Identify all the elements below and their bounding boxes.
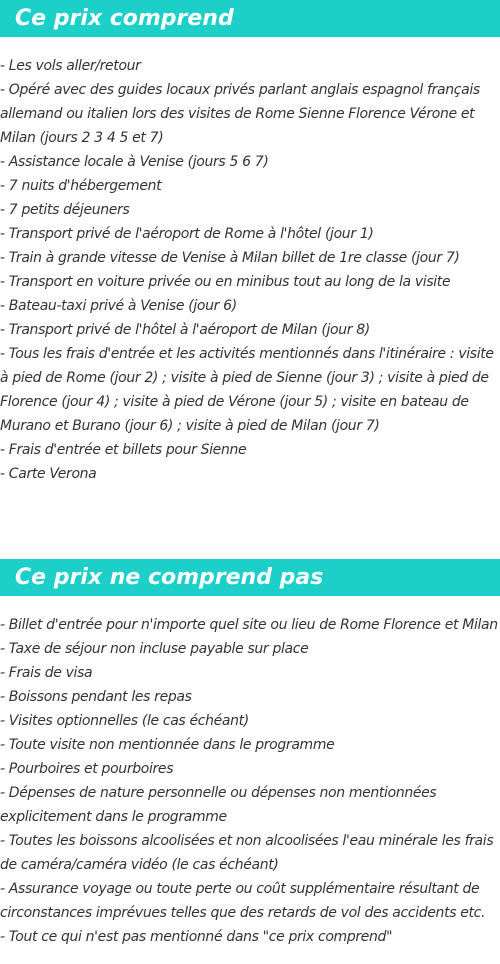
list-item: - Frais de visa: [0, 665, 93, 681]
excludes-list: [0, 613, 500, 949]
list-item: - Toutes les boissons alcoolisées et non alcoolisées l'eau minérale les frais de caméra/caméra vidéo (le cas échéant): [0, 833, 494, 873]
list-item: - Assistance locale à Venise (jours 5 6 7): [0, 154, 269, 170]
list-item: - 7 nuits d'hébergement: [0, 178, 162, 194]
list-item: - Train à grande vitesse de Venise à Milan billet de 1re classe (jour 7): [0, 250, 460, 266]
list-item: - Les vols aller/retour: [0, 58, 141, 74]
includes-title: Ce prix comprend: [0, 0, 500, 37]
list-item: - Tous les frais d'entrée et les activités mentionnés dans l'itinéraire : visite à pied de Rome (jour 2) ; visite à pied de Sienne (jour 3) ; visite à pied de Florence (jour 4) ; visite à pied de Vérone (jour 5) ; visite en bateau de Murano et Burano (jour 6) ; visite à pied de Milan (jour 7): [0, 346, 494, 434]
list-item: - Assurance voyage ou toute perte ou coût supplémentaire résultant de circonstances imprévues telles que des retards de vol des accidents etc.: [0, 881, 486, 921]
list-item: - Opéré avec des guides locaux privés parlant anglais espagnol français allemand ou italien lors des visites de Rome Sienne Florence Vérone et Milan (jours 2 3 4 5 et 7): [0, 82, 480, 146]
includes-list: [0, 54, 500, 486]
list-item: - Boissons pendant les repas: [0, 689, 192, 705]
list-item: - Tout ce qui n'est pas mentionné dans "ce prix comprend": [0, 929, 393, 945]
list-item: - Carte Verona: [0, 466, 97, 482]
list-item: - Visites optionnelles (le cas échéant): [0, 713, 249, 729]
list-item: - Transport privé de l'hôtel à l'aéroport de Milan (jour 8): [0, 322, 370, 338]
excludes-title: Ce prix ne comprend pas: [0, 559, 500, 596]
list-item: - Taxe de séjour non incluse payable sur place: [0, 641, 309, 657]
list-item: - Transport privé de l'aéroport de Rome à l'hôtel (jour 1): [0, 226, 374, 242]
list-item: - 7 petits déjeuners: [0, 202, 130, 218]
list-item: - Toute visite non mentionnée dans le programme: [0, 737, 335, 753]
list-item: - Billet d'entrée pour n'importe quel site ou lieu de Rome Florence et Milan: [0, 617, 498, 633]
list-item: - Dépenses de nature personnelle ou dépenses non mentionnées explicitement dans le programme: [0, 785, 437, 825]
excludes-section: [0, 559, 500, 949]
list-item: - Pourboires et pourboires: [0, 761, 174, 777]
list-item: - Frais d'entrée et billets pour Sienne: [0, 442, 247, 458]
list-item: - Transport en voiture privée ou en minibus tout au long de la visite: [0, 274, 451, 290]
list-item: - Bateau-taxi privé à Venise (jour 6): [0, 298, 237, 314]
